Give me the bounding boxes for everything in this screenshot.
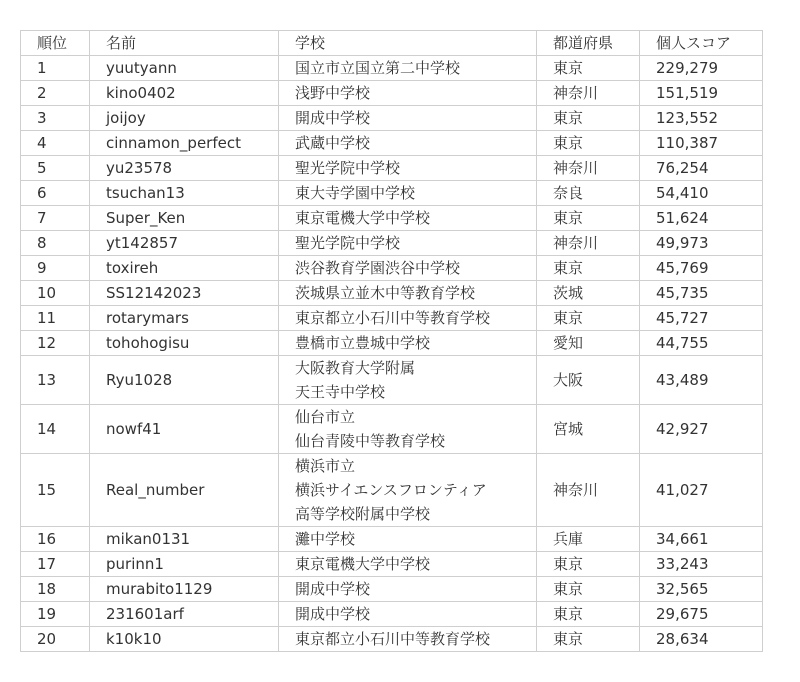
prefecture-cell: 東京: [537, 56, 640, 81]
table-row: [21, 131, 763, 156]
school-cell: [279, 527, 537, 552]
prefecture-cell: 愛知: [537, 331, 640, 356]
rank-cell: 10: [21, 281, 90, 306]
school-line: 横浜サイエンスフロンティア: [295, 481, 487, 499]
name-cell: Real_number: [90, 454, 279, 527]
score-cell: 44,755: [640, 331, 763, 356]
school-line: 灘中学校: [295, 530, 356, 548]
name-cell: 231601arf: [90, 602, 279, 627]
name-cell: Ryu1028: [90, 356, 279, 405]
name-cell: nowf41: [90, 405, 279, 454]
table-row: [21, 527, 763, 552]
score-cell: 151,519: [640, 81, 763, 106]
rank-cell: 19: [21, 602, 90, 627]
rank-cell: 7: [21, 206, 90, 231]
prefecture-cell: 東京: [537, 627, 640, 652]
school-cell: [279, 405, 537, 454]
school-cell: [279, 331, 537, 356]
school-cell: [279, 156, 537, 181]
score-cell: 45,727: [640, 306, 763, 331]
name-cell: toxireh: [90, 256, 279, 281]
table-row: [21, 306, 763, 331]
table-row: [21, 577, 763, 602]
table-row: [21, 206, 763, 231]
score-cell: 45,735: [640, 281, 763, 306]
score-cell: 34,661: [640, 527, 763, 552]
rank-cell: 1: [21, 56, 90, 81]
school-cell: [279, 131, 537, 156]
name-cell: yu23578: [90, 156, 279, 181]
prefecture-cell: 神奈川: [537, 156, 640, 181]
school-line: 横浜市立: [295, 457, 356, 475]
score-cell: 51,624: [640, 206, 763, 231]
school-cell: [279, 306, 537, 331]
rank-cell: 18: [21, 577, 90, 602]
name-cell: Super_Ken: [90, 206, 279, 231]
name-cell: mikan0131: [90, 527, 279, 552]
prefecture-cell: 茨城: [537, 281, 640, 306]
school-line: 国立市立国立第二中学校: [295, 59, 461, 77]
score-cell: 29,675: [640, 602, 763, 627]
table-body: [21, 56, 763, 652]
school-cell: [279, 256, 537, 281]
prefecture-cell: 兵庫: [537, 527, 640, 552]
score-cell: 123,552: [640, 106, 763, 131]
school-line: 渋谷教育学園渋谷中学校: [295, 259, 461, 277]
table-row: [21, 281, 763, 306]
rank-cell: 13: [21, 356, 90, 405]
score-cell: 33,243: [640, 552, 763, 577]
rank-cell: 11: [21, 306, 90, 331]
rank-cell: 15: [21, 454, 90, 527]
score-cell: 49,973: [640, 231, 763, 256]
score-cell: 76,254: [640, 156, 763, 181]
school-cell: [279, 81, 537, 106]
prefecture-cell: 東京: [537, 106, 640, 131]
table-row: [21, 356, 763, 405]
name-cell: rotarymars: [90, 306, 279, 331]
school-line: 天王寺中学校: [295, 383, 386, 401]
school-line: 東京都立小石川中等教育学校: [295, 309, 491, 327]
rank-cell: 6: [21, 181, 90, 206]
rank-cell: 5: [21, 156, 90, 181]
rank-cell: 2: [21, 81, 90, 106]
header-rank: 順位: [21, 31, 90, 56]
school-line: 豊橋市立豊城中学校: [295, 334, 431, 352]
school-line: 開成中学校: [295, 109, 371, 127]
rank-cell: 8: [21, 231, 90, 256]
name-cell: tohohogisu: [90, 331, 279, 356]
name-cell: purinn1: [90, 552, 279, 577]
prefecture-cell: 奈良: [537, 181, 640, 206]
prefecture-cell: 神奈川: [537, 81, 640, 106]
header-school: 学校: [279, 31, 537, 56]
score-cell: 43,489: [640, 356, 763, 405]
name-cell: k10k10: [90, 627, 279, 652]
table-row: [21, 56, 763, 81]
header-prefecture: 都道府県: [537, 31, 640, 56]
score-cell: 110,387: [640, 131, 763, 156]
school-line: 茨城県立並木中等教育学校: [295, 284, 476, 302]
rank-cell: 20: [21, 627, 90, 652]
school-line: 開成中学校: [295, 580, 371, 598]
table-row: [21, 156, 763, 181]
rank-cell: 14: [21, 405, 90, 454]
name-cell: tsuchan13: [90, 181, 279, 206]
rank-cell: 4: [21, 131, 90, 156]
prefecture-cell: 神奈川: [537, 454, 640, 527]
school-cell: [279, 231, 537, 256]
table-row: [21, 106, 763, 131]
score-cell: 54,410: [640, 181, 763, 206]
school-line: 武蔵中学校: [295, 134, 371, 152]
rank-cell: 3: [21, 106, 90, 131]
rank-cell: 16: [21, 527, 90, 552]
school-line: 聖光学院中学校: [295, 159, 401, 177]
school-cell: [279, 454, 537, 527]
rank-cell: 12: [21, 331, 90, 356]
table-row: [21, 454, 763, 527]
rank-cell: 17: [21, 552, 90, 577]
name-cell: SS12142023: [90, 281, 279, 306]
prefecture-cell: 東京: [537, 206, 640, 231]
prefecture-cell: 東京: [537, 256, 640, 281]
school-cell: [279, 181, 537, 206]
prefecture-cell: 東京: [537, 131, 640, 156]
school-line: 東大寺学園中学校: [295, 184, 416, 202]
prefecture-cell: 東京: [537, 552, 640, 577]
score-cell: 41,027: [640, 454, 763, 527]
name-cell: yuutyann: [90, 56, 279, 81]
table-row: [21, 181, 763, 206]
header-row: [21, 31, 763, 56]
school-line: 東京電機大学中学校: [295, 209, 431, 227]
school-line: 浅野中学校: [295, 84, 371, 102]
table-header: [21, 31, 763, 56]
score-cell: 229,279: [640, 56, 763, 81]
table-row: [21, 627, 763, 652]
school-cell: [279, 552, 537, 577]
table-row: [21, 552, 763, 577]
school-cell: [279, 577, 537, 602]
school-cell: [279, 206, 537, 231]
school-line: 仙台青陵中等教育学校: [295, 432, 446, 450]
score-cell: 45,769: [640, 256, 763, 281]
table-row: [21, 81, 763, 106]
table-row: [21, 256, 763, 281]
prefecture-cell: 大阪: [537, 356, 640, 405]
score-cell: 42,927: [640, 405, 763, 454]
school-line: 聖光学院中学校: [295, 234, 401, 252]
school-line: 開成中学校: [295, 605, 371, 623]
header-score: 個人スコア: [640, 31, 763, 56]
table-row: [21, 602, 763, 627]
school-line: 大阪教育大学附属: [295, 359, 416, 377]
name-cell: kino0402: [90, 81, 279, 106]
school-cell: [279, 56, 537, 81]
score-cell: 28,634: [640, 627, 763, 652]
table-row: [21, 231, 763, 256]
prefecture-cell: 東京: [537, 577, 640, 602]
header-name: 名前: [90, 31, 279, 56]
ranking-table: [20, 30, 763, 652]
prefecture-cell: 東京: [537, 602, 640, 627]
school-line: 東京電機大学中学校: [295, 555, 431, 573]
school-line: 仙台市立: [295, 408, 356, 426]
prefecture-cell: 宮城: [537, 405, 640, 454]
table-row: [21, 405, 763, 454]
school-cell: [279, 281, 537, 306]
school-cell: [279, 356, 537, 405]
school-cell: [279, 627, 537, 652]
prefecture-cell: 神奈川: [537, 231, 640, 256]
school-cell: [279, 106, 537, 131]
name-cell: joijoy: [90, 106, 279, 131]
school-line: 東京都立小石川中等教育学校: [295, 630, 491, 648]
name-cell: murabito1129: [90, 577, 279, 602]
name-cell: yt142857: [90, 231, 279, 256]
school-line: 高等学校附属中学校: [295, 505, 431, 523]
table-row: [21, 331, 763, 356]
school-cell: [279, 602, 537, 627]
score-cell: 32,565: [640, 577, 763, 602]
name-cell: cinnamon_perfect: [90, 131, 279, 156]
rank-cell: 9: [21, 256, 90, 281]
prefecture-cell: 東京: [537, 306, 640, 331]
